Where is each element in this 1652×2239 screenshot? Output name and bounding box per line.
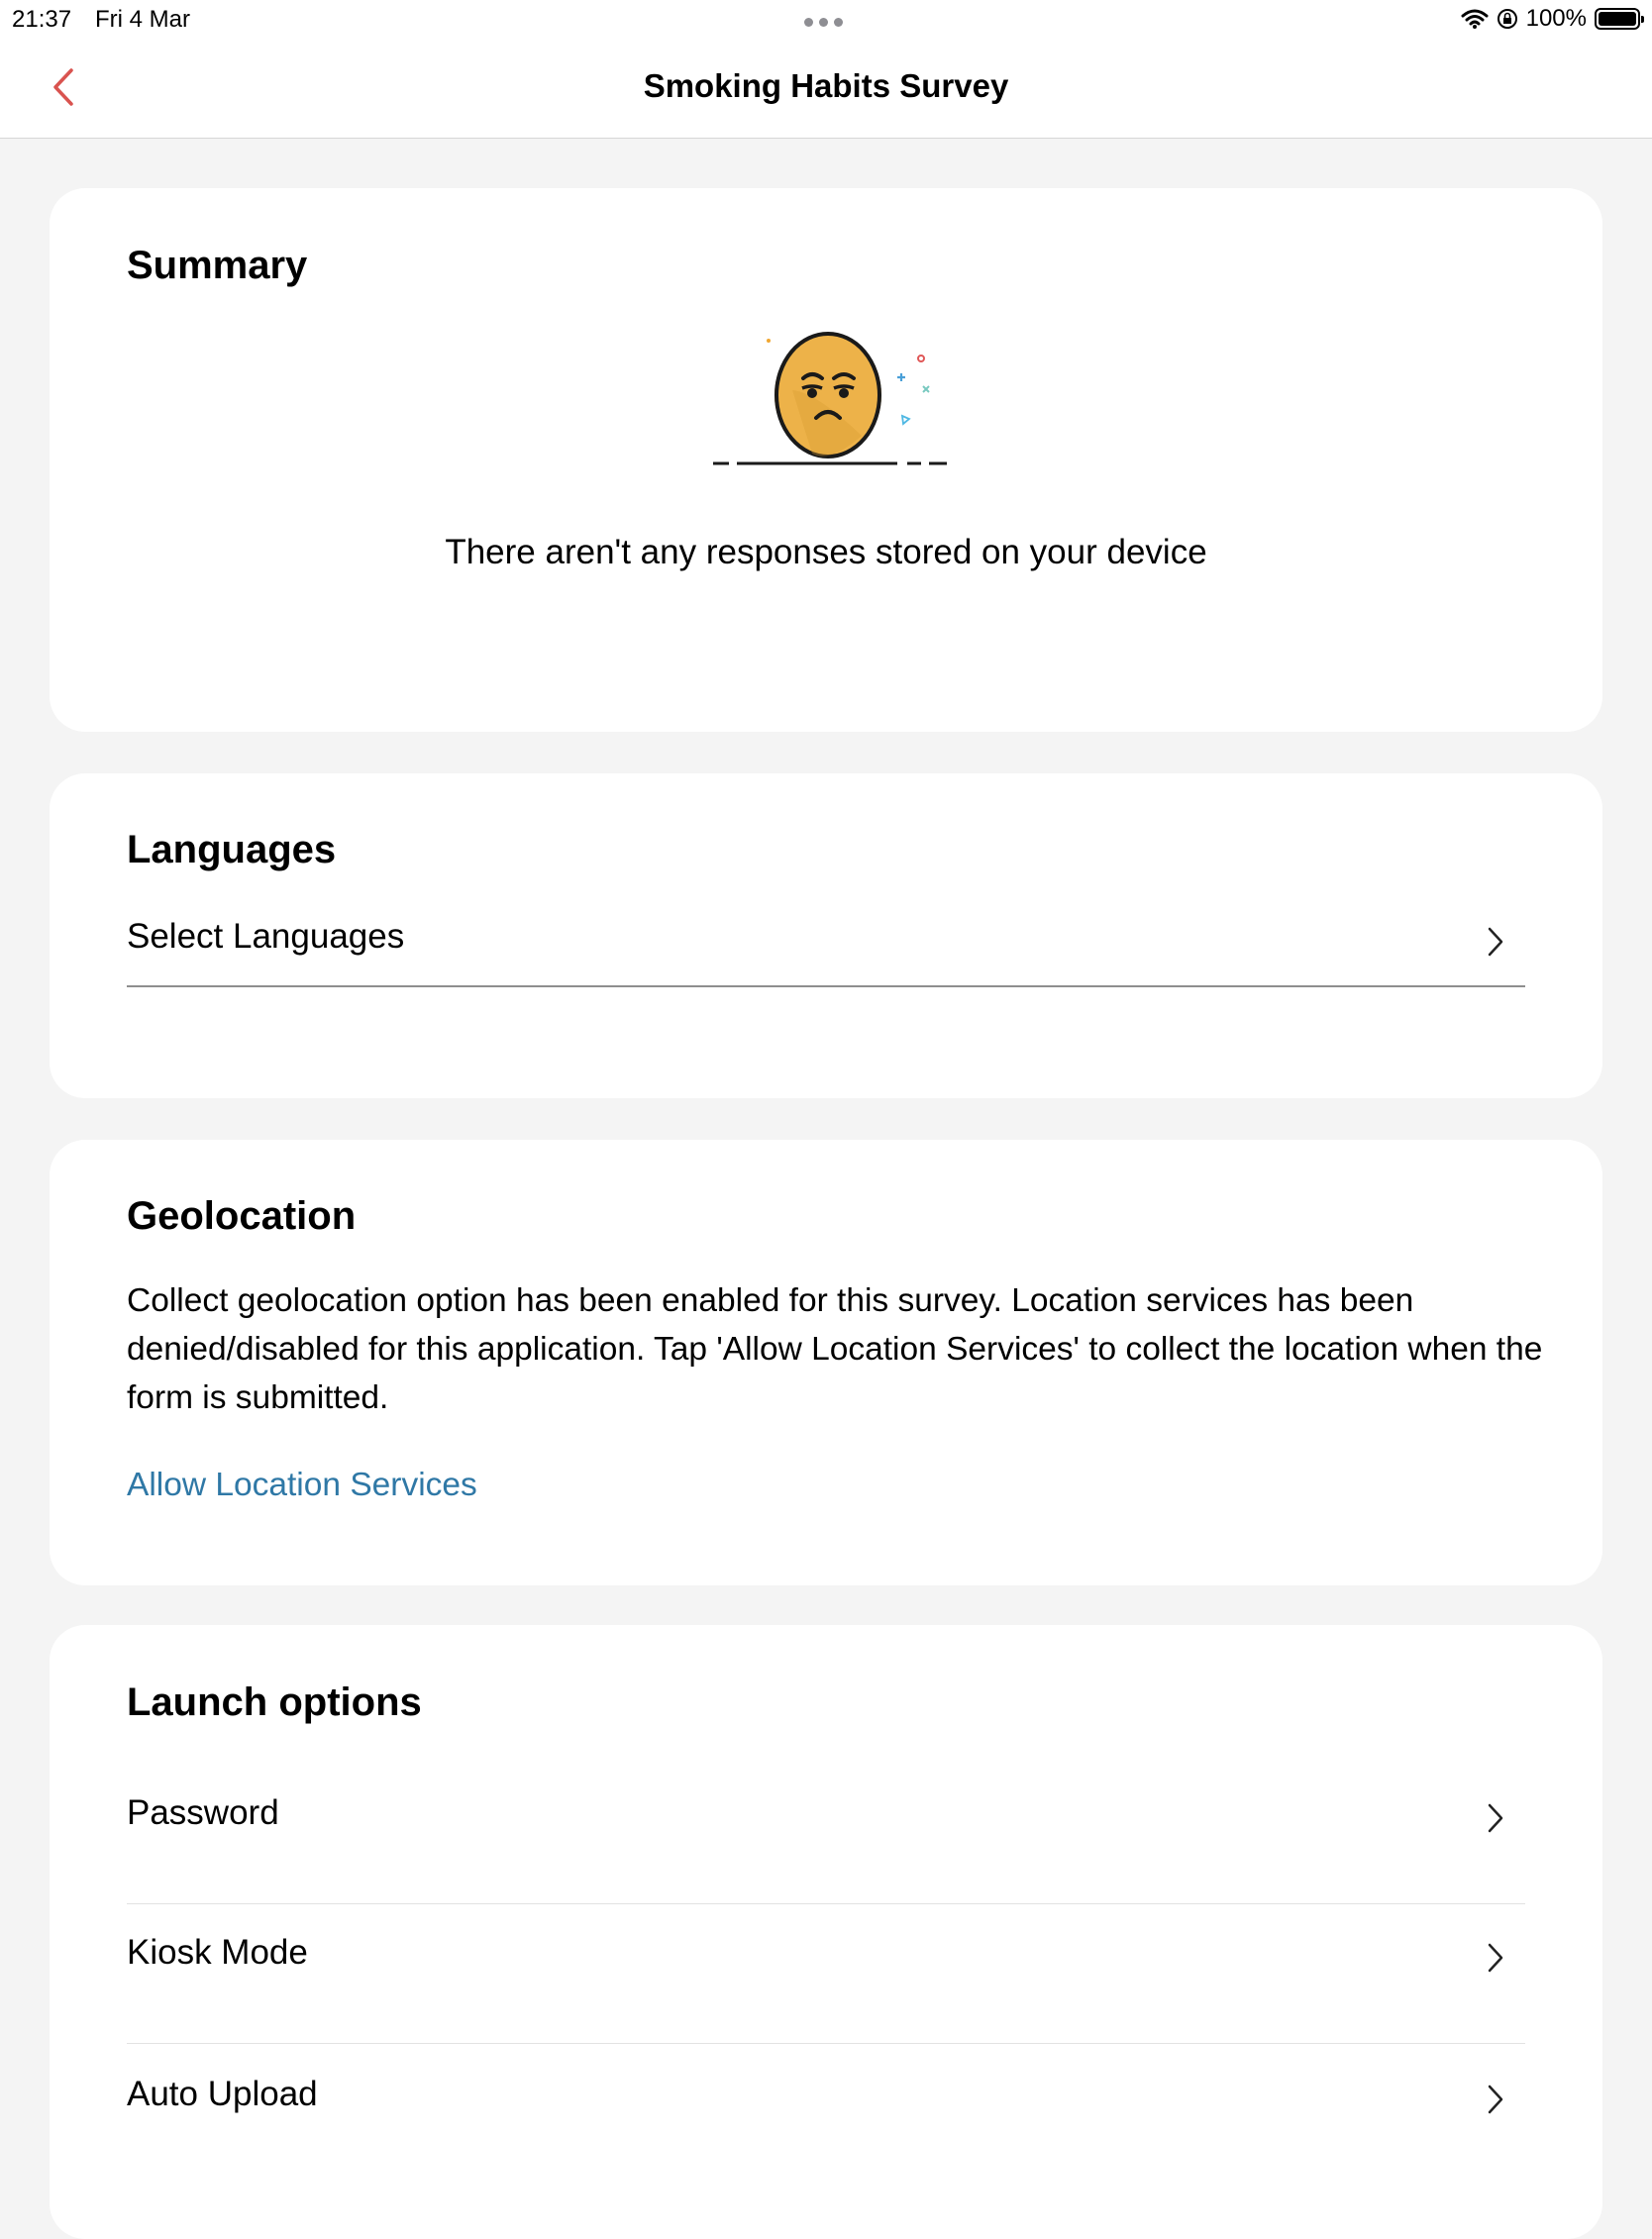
status-time: 21:37 bbox=[12, 6, 72, 33]
summary-title: Summary bbox=[127, 244, 308, 287]
chevron-right-icon bbox=[1486, 1802, 1505, 1834]
wifi-icon bbox=[1461, 8, 1489, 30]
chevron-right-icon bbox=[1486, 1942, 1505, 1974]
sad-face-icon bbox=[713, 327, 951, 480]
select-languages-row[interactable] bbox=[127, 912, 1525, 987]
geolocation-description: Collect geolocation option has been enabled for this survey. Location services has been denied/disabled for this application. Tap 'Allow Location Services' to collect the location when the form is submitted. bbox=[127, 1282, 1543, 1416]
select-languages-label: Select Languages bbox=[127, 917, 405, 956]
empty-state-message: There aren't any responses stored on your device bbox=[445, 533, 1207, 571]
launch-option-kiosk-mode[interactable] bbox=[127, 1904, 1525, 2044]
status-date: Fri 4 Mar bbox=[95, 6, 190, 33]
geolocation-title: Geolocation bbox=[127, 1194, 357, 1238]
chevron-right-icon bbox=[1486, 926, 1505, 958]
summary-card bbox=[50, 188, 1602, 732]
launch-option-label: Password bbox=[127, 1793, 279, 1832]
multitasking-dots-icon[interactable] bbox=[804, 18, 843, 27]
battery-percent: 100% bbox=[1525, 5, 1587, 32]
navigation-bar bbox=[0, 40, 1652, 139]
battery-level bbox=[1599, 12, 1636, 26]
languages-title: Languages bbox=[127, 828, 337, 871]
launch-options-card bbox=[50, 1625, 1602, 2239]
launch-option-label: Auto Upload bbox=[127, 2075, 318, 2113]
launch-options-title: Launch options bbox=[127, 1680, 422, 1724]
battery-icon bbox=[1595, 8, 1640, 30]
launch-option-password[interactable] bbox=[127, 1765, 1525, 1904]
page-title: Smoking Habits Survey bbox=[643, 67, 1009, 104]
geolocation-card bbox=[50, 1140, 1602, 1585]
launch-option-label: Kiosk Mode bbox=[127, 1933, 308, 1972]
chevron-right-icon bbox=[1486, 2084, 1505, 2115]
allow-location-services-link[interactable]: Allow Location Services bbox=[127, 1467, 477, 1503]
status-bar bbox=[0, 0, 1652, 40]
orientation-lock-icon bbox=[1497, 8, 1518, 30]
launch-option-auto-upload[interactable] bbox=[127, 2044, 1525, 2183]
languages-card bbox=[50, 773, 1602, 1098]
status-right bbox=[1461, 5, 1640, 33]
